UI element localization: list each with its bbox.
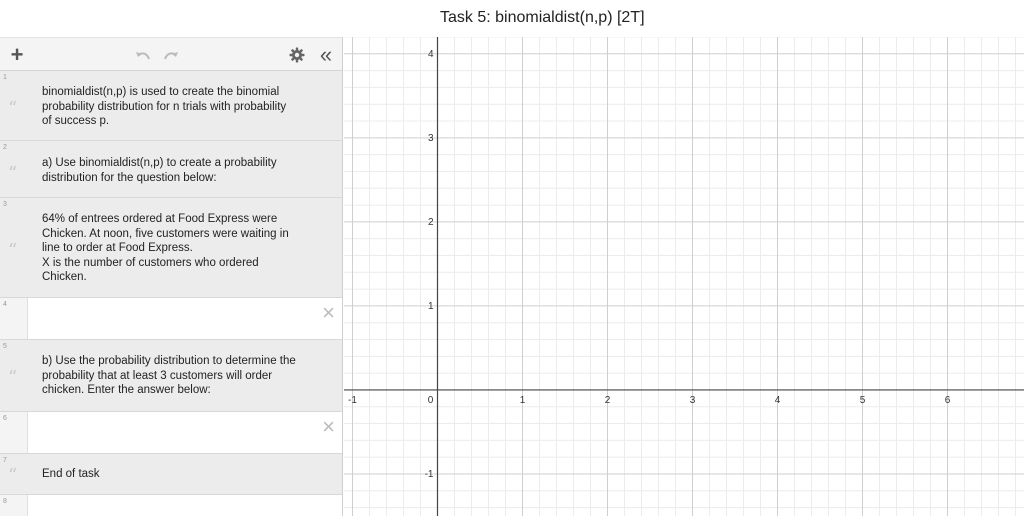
note-text: a) Use binomialdist(n,p) to create a probability distribution for the question below:: [42, 157, 277, 184]
add-expression-button[interactable]: [4, 42, 30, 68]
y-tick-label: 3: [427, 132, 434, 144]
undo-icon: [134, 48, 152, 62]
title-bar: [0, 0, 1024, 37]
note-quote-icon: “: [8, 465, 18, 486]
x-tick-label: 6: [944, 394, 951, 406]
y-tick-label: 4: [427, 48, 434, 60]
x-tick-label: 4: [774, 394, 781, 406]
expression-gutter: [0, 141, 28, 197]
x-tick-label: 5: [859, 394, 866, 406]
expression-gutter: [0, 495, 28, 516]
y-tick-label: -1: [424, 468, 434, 480]
note-text: End of task: [42, 468, 100, 480]
expression-number: 2: [3, 144, 7, 151]
settings-button[interactable]: [288, 46, 306, 64]
note-quote-icon: “: [8, 367, 18, 388]
graph-canvas[interactable]: [344, 37, 1024, 516]
x-tick-label: 3: [689, 394, 696, 406]
expression-note[interactable]: [0, 340, 343, 412]
y-tick-label: 1: [427, 300, 434, 312]
graph-area[interactable]: [344, 37, 1024, 516]
expression-number: 3: [3, 201, 7, 208]
undo-button[interactable]: [134, 46, 152, 64]
origin-label: 0: [427, 394, 434, 406]
note-quote-icon: “: [8, 163, 18, 184]
expression-gutter: [0, 340, 28, 411]
note-text: 64% of entrees ordered at Food Express were Chicken. At noon, five customers were waiting in line to order at Food Express. X is the number of customers who ordered Chicken.: [42, 213, 289, 283]
y-tick-label: 2: [427, 216, 434, 228]
expression-toolbar: [0, 37, 343, 71]
expression-gutter: [0, 198, 28, 297]
expression-input[interactable]: [0, 298, 343, 340]
note-quote-icon: “: [8, 240, 18, 261]
plus-icon: +: [10, 42, 24, 67]
delete-expression-icon[interactable]: ×: [322, 414, 335, 439]
expression-number: 8: [3, 498, 7, 505]
expression-input[interactable]: [0, 412, 343, 454]
expression-gutter: [0, 71, 28, 140]
expression-number: 5: [3, 343, 7, 350]
expression-gutter: [0, 412, 28, 453]
expression-number: 1: [3, 74, 7, 81]
expression-input[interactable]: [0, 495, 343, 516]
page-title: Task 5: binomialdist(n,p) [2T]: [440, 9, 645, 26]
x-tick-label: -1: [348, 394, 357, 406]
expression-note[interactable]: [0, 141, 343, 198]
redo-icon: [162, 48, 180, 62]
x-tick-label: 2: [604, 394, 611, 406]
note-text: binomialdist(n,p) is used to create the binomial probability distribution for n trials with probability of success p.: [42, 86, 287, 127]
collapse-panel-button[interactable]: [314, 42, 338, 68]
expression-note[interactable]: [0, 198, 343, 298]
expression-note[interactable]: [0, 454, 343, 495]
expression-gutter: [0, 454, 28, 494]
expression-note[interactable]: [0, 71, 343, 141]
expression-number: 7: [3, 457, 7, 464]
note-text: b) Use the probability distribution to determine the probability that at least 3 customers will order chicken. Enter the answer below:: [42, 355, 296, 396]
expression-gutter: [0, 298, 28, 339]
expression-number: 6: [3, 415, 7, 422]
note-quote-icon: “: [8, 98, 18, 119]
delete-expression-icon[interactable]: ×: [322, 300, 335, 325]
expression-panel: [0, 37, 343, 516]
expression-number: 4: [3, 301, 7, 308]
redo-button[interactable]: [162, 46, 180, 64]
x-tick-label: 1: [519, 394, 526, 406]
gear-icon: [289, 47, 305, 63]
double-chevron-left-icon: «: [319, 42, 333, 67]
